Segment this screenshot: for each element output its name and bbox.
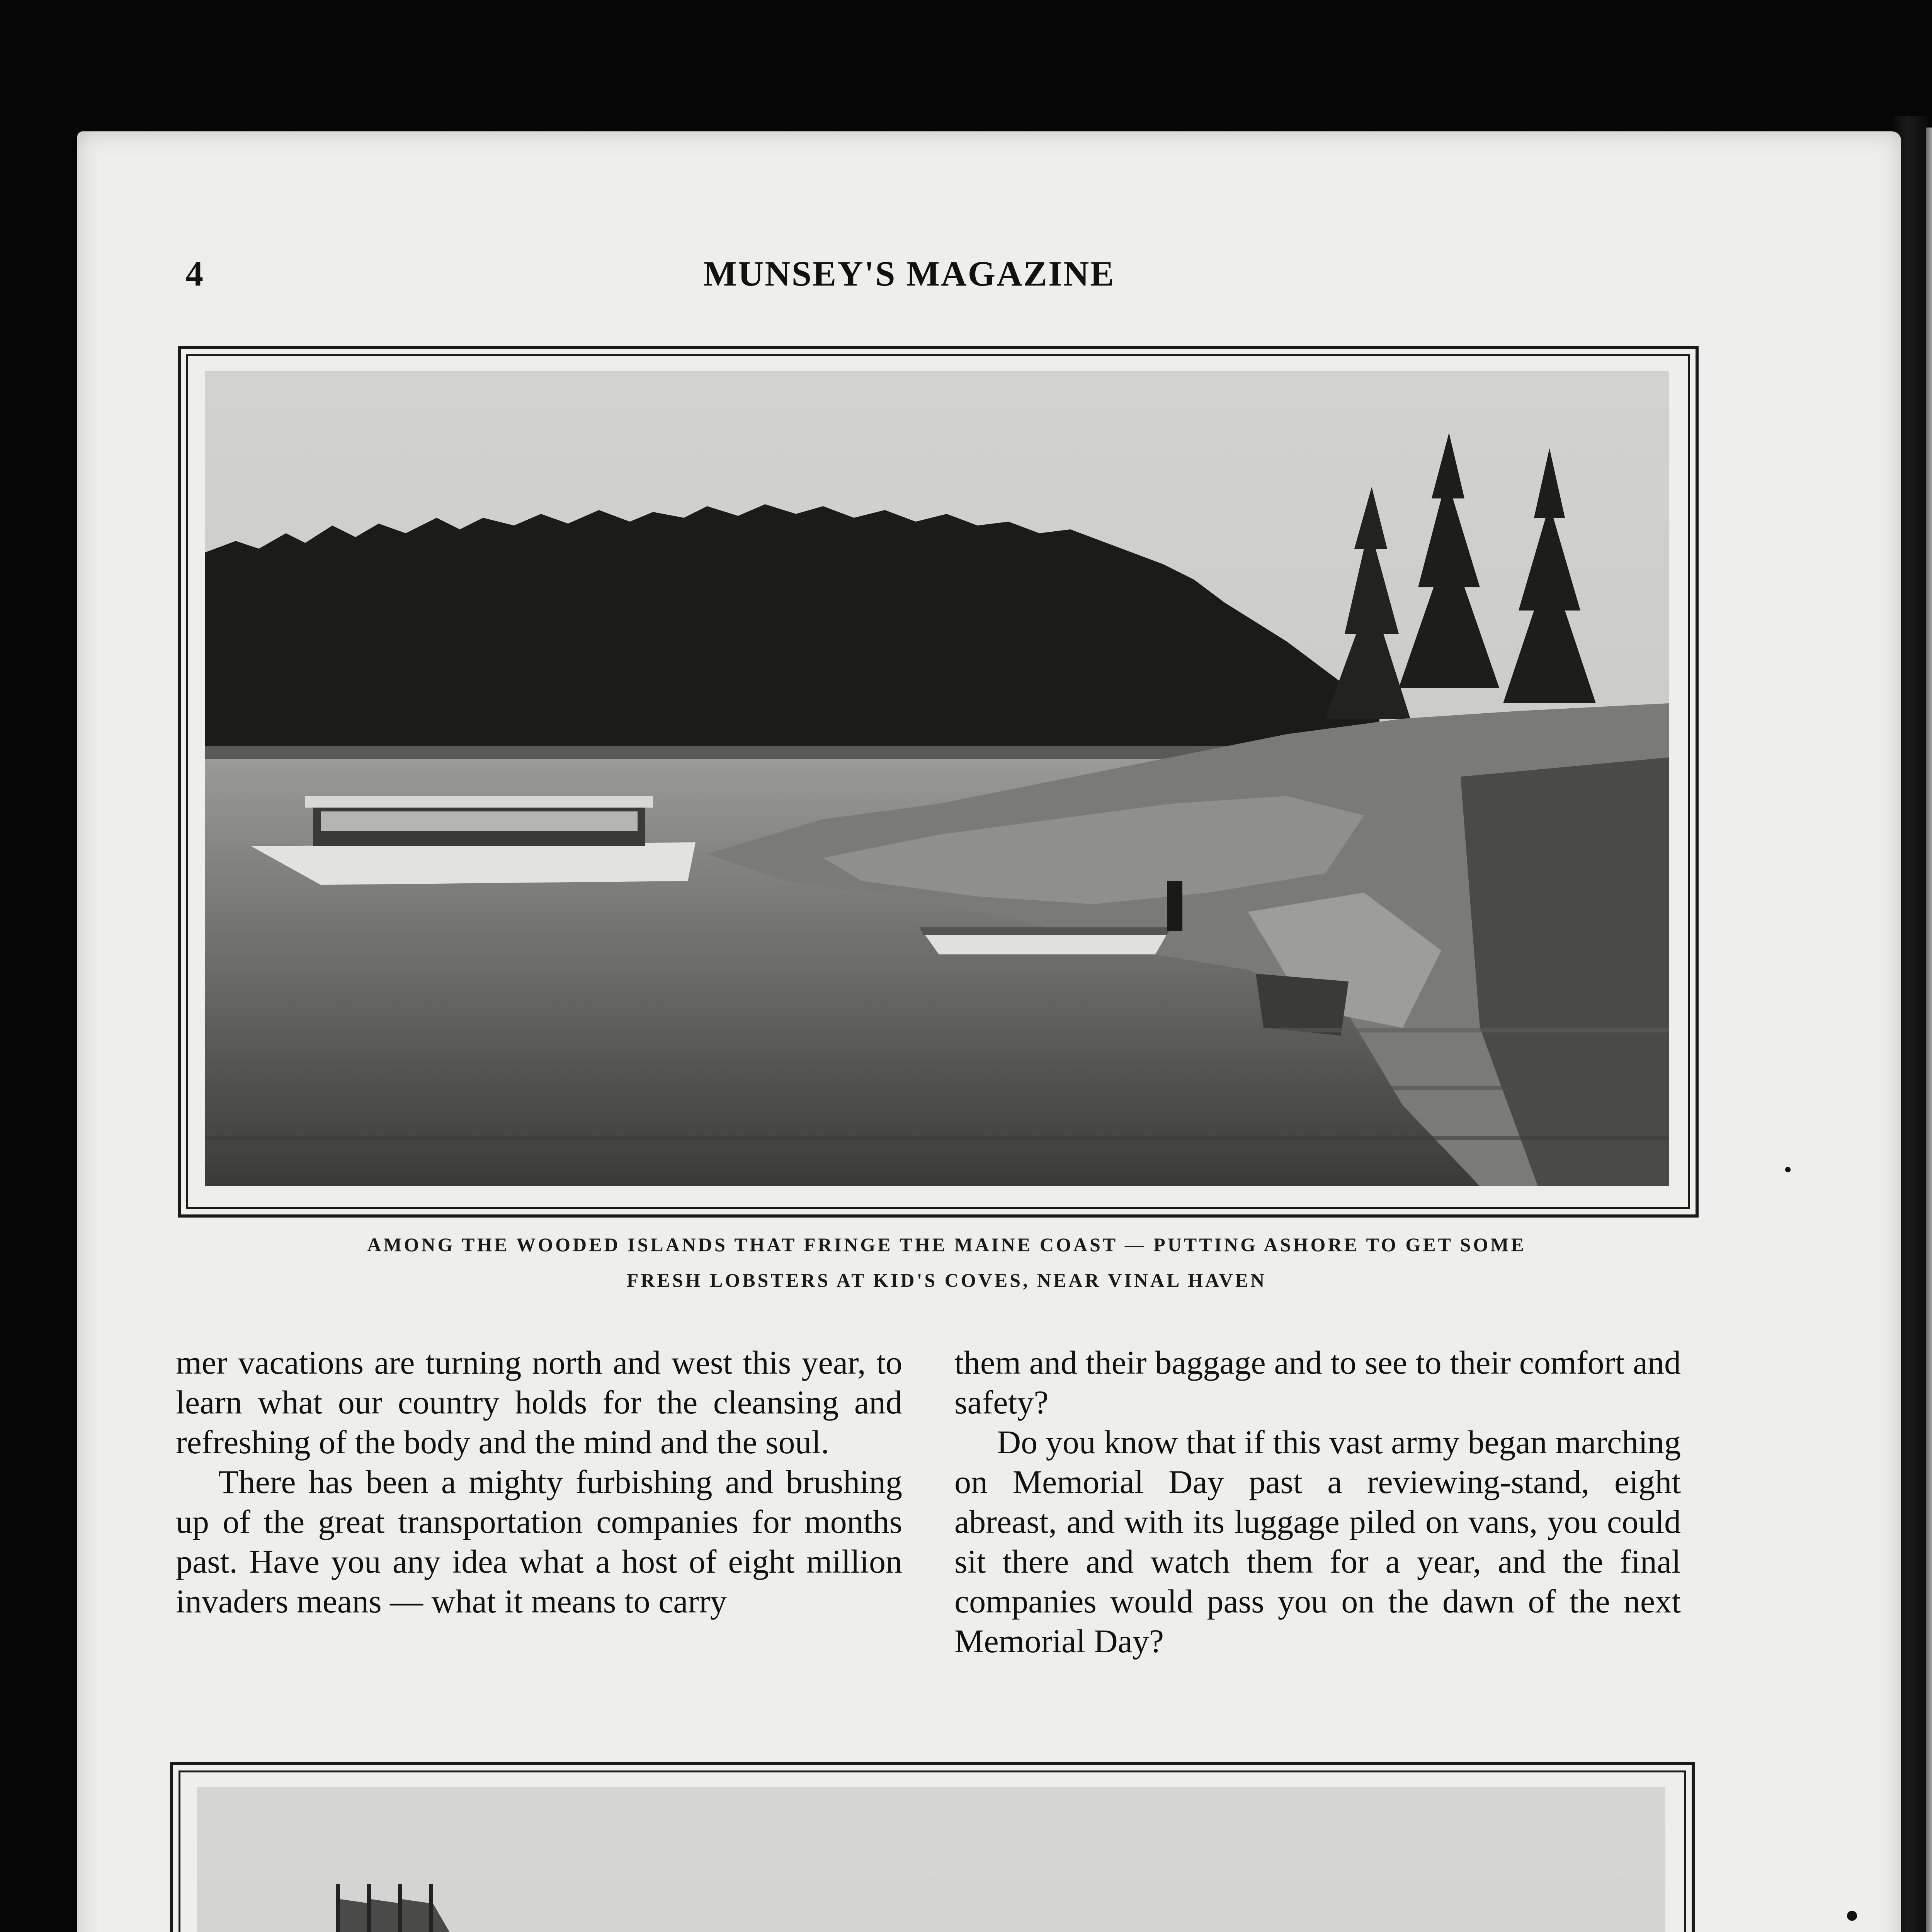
dust-speck (1785, 1167, 1791, 1172)
harbor-photo-image (205, 371, 1669, 1186)
article-column-right (954, 1343, 1681, 1661)
harbor-caption-line-2: FRESH LOBSTERS AT KID'S COVES, NEAR VINAL HAVEN (626, 1269, 1267, 1291)
harbor-photo (205, 371, 1669, 1186)
running-head: MUNSEY'S MAGAZINE (703, 254, 1115, 293)
harbor-caption-line-1: AMONG THE WOODED ISLANDS THAT FRINGE THE MAINE COAST — PUTTING ASHORE TO GET SOME (367, 1234, 1526, 1255)
dust-speck (1847, 1911, 1857, 1921)
article-paragraph: them and their baggage and to see to their comfort and safety? (954, 1344, 1681, 1421)
surf-photo-image (197, 1787, 1665, 1932)
harbor-caption (193, 1227, 1700, 1298)
page-number: 4 (185, 254, 203, 293)
article-paragraph: There has been a mighty furbishing and brushing up of the great transportation companies for months past. Have you any idea what a host of eight million invaders means — what it means to carry (176, 1463, 902, 1620)
facing-page-edge (1926, 128, 1932, 1932)
article-column-left (176, 1343, 902, 1621)
article-paragraph: mer vacations are turning north and west this year, to learn what our country holds for the cleansing and refreshing of the body and the mind and the soul. (176, 1344, 902, 1461)
surf-photo (197, 1787, 1665, 1932)
article-paragraph: Do you know that if this vast army began marching on Memorial Day past a reviewing-stand, eight abreast, and with its luggage piled on vans, you could sit there and watch them for a year, and the final companies would pass you on the dawn of the next Memorial Day? (954, 1423, 1681, 1660)
